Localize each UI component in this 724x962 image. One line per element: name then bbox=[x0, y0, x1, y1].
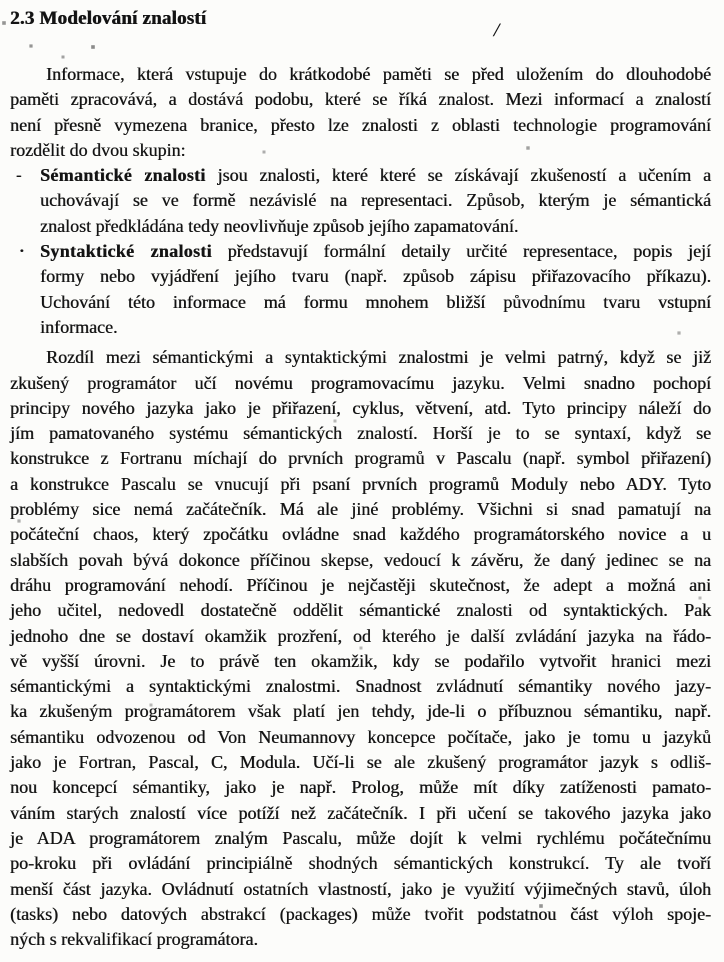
paragraph-intro bbox=[10, 62, 711, 163]
text-line: rozdělit do dvou skupin: bbox=[10, 139, 186, 160]
text-line: dráhu programování nehodí. Příčinou je nejčastěji skutečnost, že adept a možná ani bbox=[10, 574, 711, 595]
text-line: informace. bbox=[40, 316, 118, 337]
bullet-lead-term: Syntaktické znalosti bbox=[40, 241, 212, 262]
bullet-semantic-knowledge bbox=[10, 163, 711, 239]
section-heading: 2.3 Modelování znalostí bbox=[10, 8, 207, 29]
text-line: ných s rekvalifikací programátora. bbox=[10, 929, 258, 950]
text-run: představují formální detaily určité representace, popis její bbox=[211, 241, 711, 262]
text-line: (tasks) nebo datových abstrakcí (packages) může tvořit podstatnou část výloh spoje- bbox=[10, 903, 711, 924]
text-line: konstrukce z Fortranu míchají do prvních programů v Pascalu (např. symbol přiřazení) bbox=[10, 448, 711, 469]
text-line: jím pamatovaného systému sémantických znalostí. Horší je to se syntaxí, když se bbox=[10, 423, 711, 444]
paragraph-main bbox=[10, 345, 711, 952]
text-line: Uchování této informace má formu mnohem bližší původnímu tvaru vstupní bbox=[40, 291, 711, 312]
text-line: vě vyšší úrovni. Je to právě ten okamžik, kdy se podařilo vytvořit hranici mezi bbox=[10, 650, 711, 671]
text-line: jako je Fortran, Pascal, C, Modula. Učí-li se ale zkušený programátor jazyk s odliš- bbox=[10, 752, 711, 773]
text-line: principy nového jazyka jako je přiřazení, cyklus, větvení, atd. Tyto principy náleží do bbox=[10, 397, 711, 418]
text-run: jsou znalosti, které které se získávají zkušeností a učením a bbox=[205, 165, 711, 186]
text-line bbox=[40, 163, 711, 188]
scan-noise-specks bbox=[0, 0, 2, 2]
text-line: Rozdíl mezi sémantickými a syntaktickými znalostmi je velmi patrný, když se již bbox=[46, 347, 711, 368]
text-line: Informace, která vstupuje do krátkodobé paměti se před uložením do dlouhodobé bbox=[46, 64, 711, 84]
bullet-dash-marker: - bbox=[16, 167, 22, 185]
text-line: není přesně vymezena branice, přesto lze znalosti z oblasti technologie programování bbox=[10, 114, 711, 135]
text-line: znalost předkládána tedy neovlivňuje způsob jejího zapamatování. bbox=[40, 215, 519, 236]
text-line: nou koncepcí sémantiky, jako je např. Prolog, může mít díky zatíženosti pamato- bbox=[10, 777, 711, 798]
text-line: formy nebo vyjádření jejího tvaru (např. způsob zápisu přiřazovacího příkazu). bbox=[40, 266, 711, 287]
text-line: a konstrukce Pascalu se vnucují při psaní prvních programů Moduly nebo ADY. Tyto bbox=[10, 473, 711, 494]
text-line: jednoho dne se dostaví okamžik prozření, od kterého je další zvládání jazyka na řádo- bbox=[10, 625, 711, 646]
text-line: po-kroku při ovládání principiálně shodných sémantických konstrukcí. Ty ale tvoří bbox=[10, 853, 711, 874]
text-line: jeho učitel, nedovedl dostatečně oddělit sémantické znalosti od syntaktických. Pak bbox=[10, 600, 711, 621]
text-line: počáteční chaos, který zpočátku ovládne snad každého programátorského novice a u bbox=[10, 524, 711, 545]
text-line: slabších povah bývá dokonce příčinou skepse, vedoucí k závěru, že daný jedinec se na bbox=[10, 549, 711, 570]
text-line: paměti zpracovává, a dostává podobu, které se říká znalost. Mezi informací a znalostí bbox=[10, 89, 711, 110]
text-line: je ADA programátorem znalým Pascalu, může dojít k velmi rychlému počátečnímu bbox=[10, 827, 711, 848]
text-line: problémy sice nemá začátečník. Má ale jiné problémy. Všichni si snad pamatují na bbox=[10, 499, 711, 520]
text-line: zkušený programátor učí novému programovacímu jazyku. Velmi snadno pochopí bbox=[10, 372, 711, 393]
text-line: váním starých znalostí více potíží než začátečník. I při učení se takového jazyka jako bbox=[10, 802, 711, 823]
text-line bbox=[40, 239, 711, 264]
text-line: sémantickými a syntaktickými znalostmi. Snadnost zvládnutí sémantiky nového jazy- bbox=[10, 676, 711, 697]
document-body bbox=[10, 62, 711, 952]
text-line: menší část jazyka. Ovládnutí ostatních vlastností, jako je využití výjimečných stavů, úloh bbox=[10, 878, 711, 899]
text-line: uchovávají se ve formě nezávislé na representaci. Způsob, kterým je sémantická bbox=[40, 190, 711, 211]
text-line: ka zkušeným programátorem však platí jen tehdy, jde-li o příbuznou sémantiku, např. bbox=[10, 701, 711, 722]
bullet-dot-marker: · bbox=[19, 243, 25, 261]
bullet-syntactic-knowledge bbox=[10, 239, 711, 340]
bullet-lead-term: Sémantické znalosti bbox=[40, 165, 206, 186]
text-line: sémantiku odvozenou od Von Neumannovy koncepce počítače, jako je tomu u jazyků bbox=[10, 726, 711, 747]
stray-slash-mark: / bbox=[491, 20, 502, 41]
